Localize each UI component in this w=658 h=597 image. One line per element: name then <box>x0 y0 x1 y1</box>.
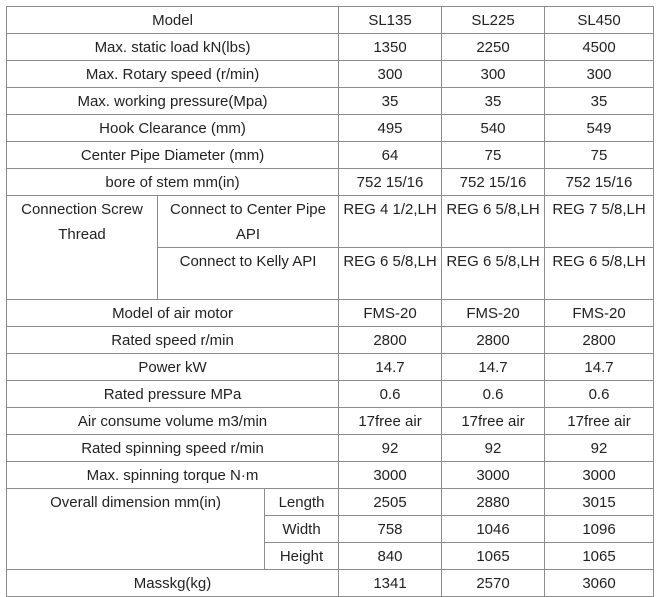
header-sl450: SL450 <box>545 7 654 34</box>
cell: 3060 <box>545 570 654 597</box>
table-row <box>7 61 654 88</box>
row-label: Max. working pressure(Mpa) <box>7 88 339 115</box>
table-row <box>7 489 654 516</box>
cell: 549 <box>545 115 654 142</box>
spec-table <box>6 6 654 597</box>
cell: 3000 <box>339 462 442 489</box>
cell: 1350 <box>339 34 442 61</box>
cell: 300 <box>339 61 442 88</box>
cell: 35 <box>442 88 545 115</box>
row-label: Length <box>265 489 339 516</box>
cell: 17free air <box>545 408 654 435</box>
cell: 75 <box>545 142 654 169</box>
table-row <box>7 570 654 597</box>
cell: 2800 <box>339 327 442 354</box>
cell: 3000 <box>545 462 654 489</box>
dimension-group-label: Overall dimension mm(in) <box>7 489 265 570</box>
row-label: Power kW <box>7 354 339 381</box>
table-row <box>7 354 654 381</box>
cell: 3000 <box>442 462 545 489</box>
row-label: Width <box>265 516 339 543</box>
cell: FMS-20 <box>339 300 442 327</box>
cell: 1096 <box>545 516 654 543</box>
table-row <box>7 435 654 462</box>
table-row <box>7 300 654 327</box>
cell: 0.6 <box>339 381 442 408</box>
cell: 2570 <box>442 570 545 597</box>
cell: 92 <box>442 435 545 462</box>
cell: FMS-20 <box>545 300 654 327</box>
cell: 300 <box>545 61 654 88</box>
cell: 35 <box>339 88 442 115</box>
header-row <box>7 7 654 34</box>
table-row <box>7 381 654 408</box>
row-label: Model of air motor <box>7 300 339 327</box>
cell: 2800 <box>545 327 654 354</box>
table-row <box>7 327 654 354</box>
cell: 17free air <box>339 408 442 435</box>
row-label: Max. spinning torque N·m <box>7 462 339 489</box>
table-row <box>7 115 654 142</box>
cell: REG 6 5/8,LH <box>442 248 545 300</box>
cell: REG 6 5/8,LH <box>339 248 442 300</box>
table-row <box>7 196 654 248</box>
row-label: Hook Clearance (mm) <box>7 115 339 142</box>
table-row <box>7 142 654 169</box>
cell: 17free air <box>442 408 545 435</box>
cell: 4500 <box>545 34 654 61</box>
cell: 752 15/16 <box>442 169 545 196</box>
cell: REG 4 1/2,LH <box>339 196 442 248</box>
cell: 14.7 <box>339 354 442 381</box>
cell: 14.7 <box>545 354 654 381</box>
table-row <box>7 462 654 489</box>
row-label: Max. Rotary speed (r/min) <box>7 61 339 88</box>
cell: 75 <box>442 142 545 169</box>
cell: 2250 <box>442 34 545 61</box>
cell: REG 6 5/8,LH <box>442 196 545 248</box>
cell: 1065 <box>442 543 545 570</box>
cell: 2800 <box>442 327 545 354</box>
row-label: Center Pipe Diameter (mm) <box>7 142 339 169</box>
cell: 1046 <box>442 516 545 543</box>
row-label: Height <box>265 543 339 570</box>
row-label: Rated spinning speed r/min <box>7 435 339 462</box>
header-sl225: SL225 <box>442 7 545 34</box>
cell: 1065 <box>545 543 654 570</box>
table-row <box>7 88 654 115</box>
table-row <box>7 34 654 61</box>
row-label: Rated pressure MPa <box>7 381 339 408</box>
row-label: Rated speed r/min <box>7 327 339 354</box>
row-label: Air consume volume m3/min <box>7 408 339 435</box>
connection-group-label: Connection Screw Thread <box>7 196 158 300</box>
cell: 0.6 <box>442 381 545 408</box>
header-model: Model <box>7 7 339 34</box>
row-label: bore of stem mm(in) <box>7 169 339 196</box>
cell: 840 <box>339 543 442 570</box>
cell: 2505 <box>339 489 442 516</box>
header-sl135: SL135 <box>339 7 442 34</box>
cell: 0.6 <box>545 381 654 408</box>
cell: REG 7 5/8,LH <box>545 196 654 248</box>
cell: FMS-20 <box>442 300 545 327</box>
cell: 92 <box>339 435 442 462</box>
cell: 64 <box>339 142 442 169</box>
cell: 752 15/16 <box>339 169 442 196</box>
cell: REG 6 5/8,LH <box>545 248 654 300</box>
cell: 758 <box>339 516 442 543</box>
cell: 35 <box>545 88 654 115</box>
cell: 1341 <box>339 570 442 597</box>
cell: 14.7 <box>442 354 545 381</box>
cell: 540 <box>442 115 545 142</box>
cell: 300 <box>442 61 545 88</box>
row-label: Connect to Kelly API <box>158 248 339 300</box>
row-label: Connect to Center Pipe API <box>158 196 339 248</box>
row-label: Max. static load kN(lbs) <box>7 34 339 61</box>
cell: 2880 <box>442 489 545 516</box>
table-row <box>7 169 654 196</box>
cell: 752 15/16 <box>545 169 654 196</box>
table-row <box>7 408 654 435</box>
cell: 495 <box>339 115 442 142</box>
row-label: Masskg(kg) <box>7 570 339 597</box>
cell: 3015 <box>545 489 654 516</box>
cell: 92 <box>545 435 654 462</box>
